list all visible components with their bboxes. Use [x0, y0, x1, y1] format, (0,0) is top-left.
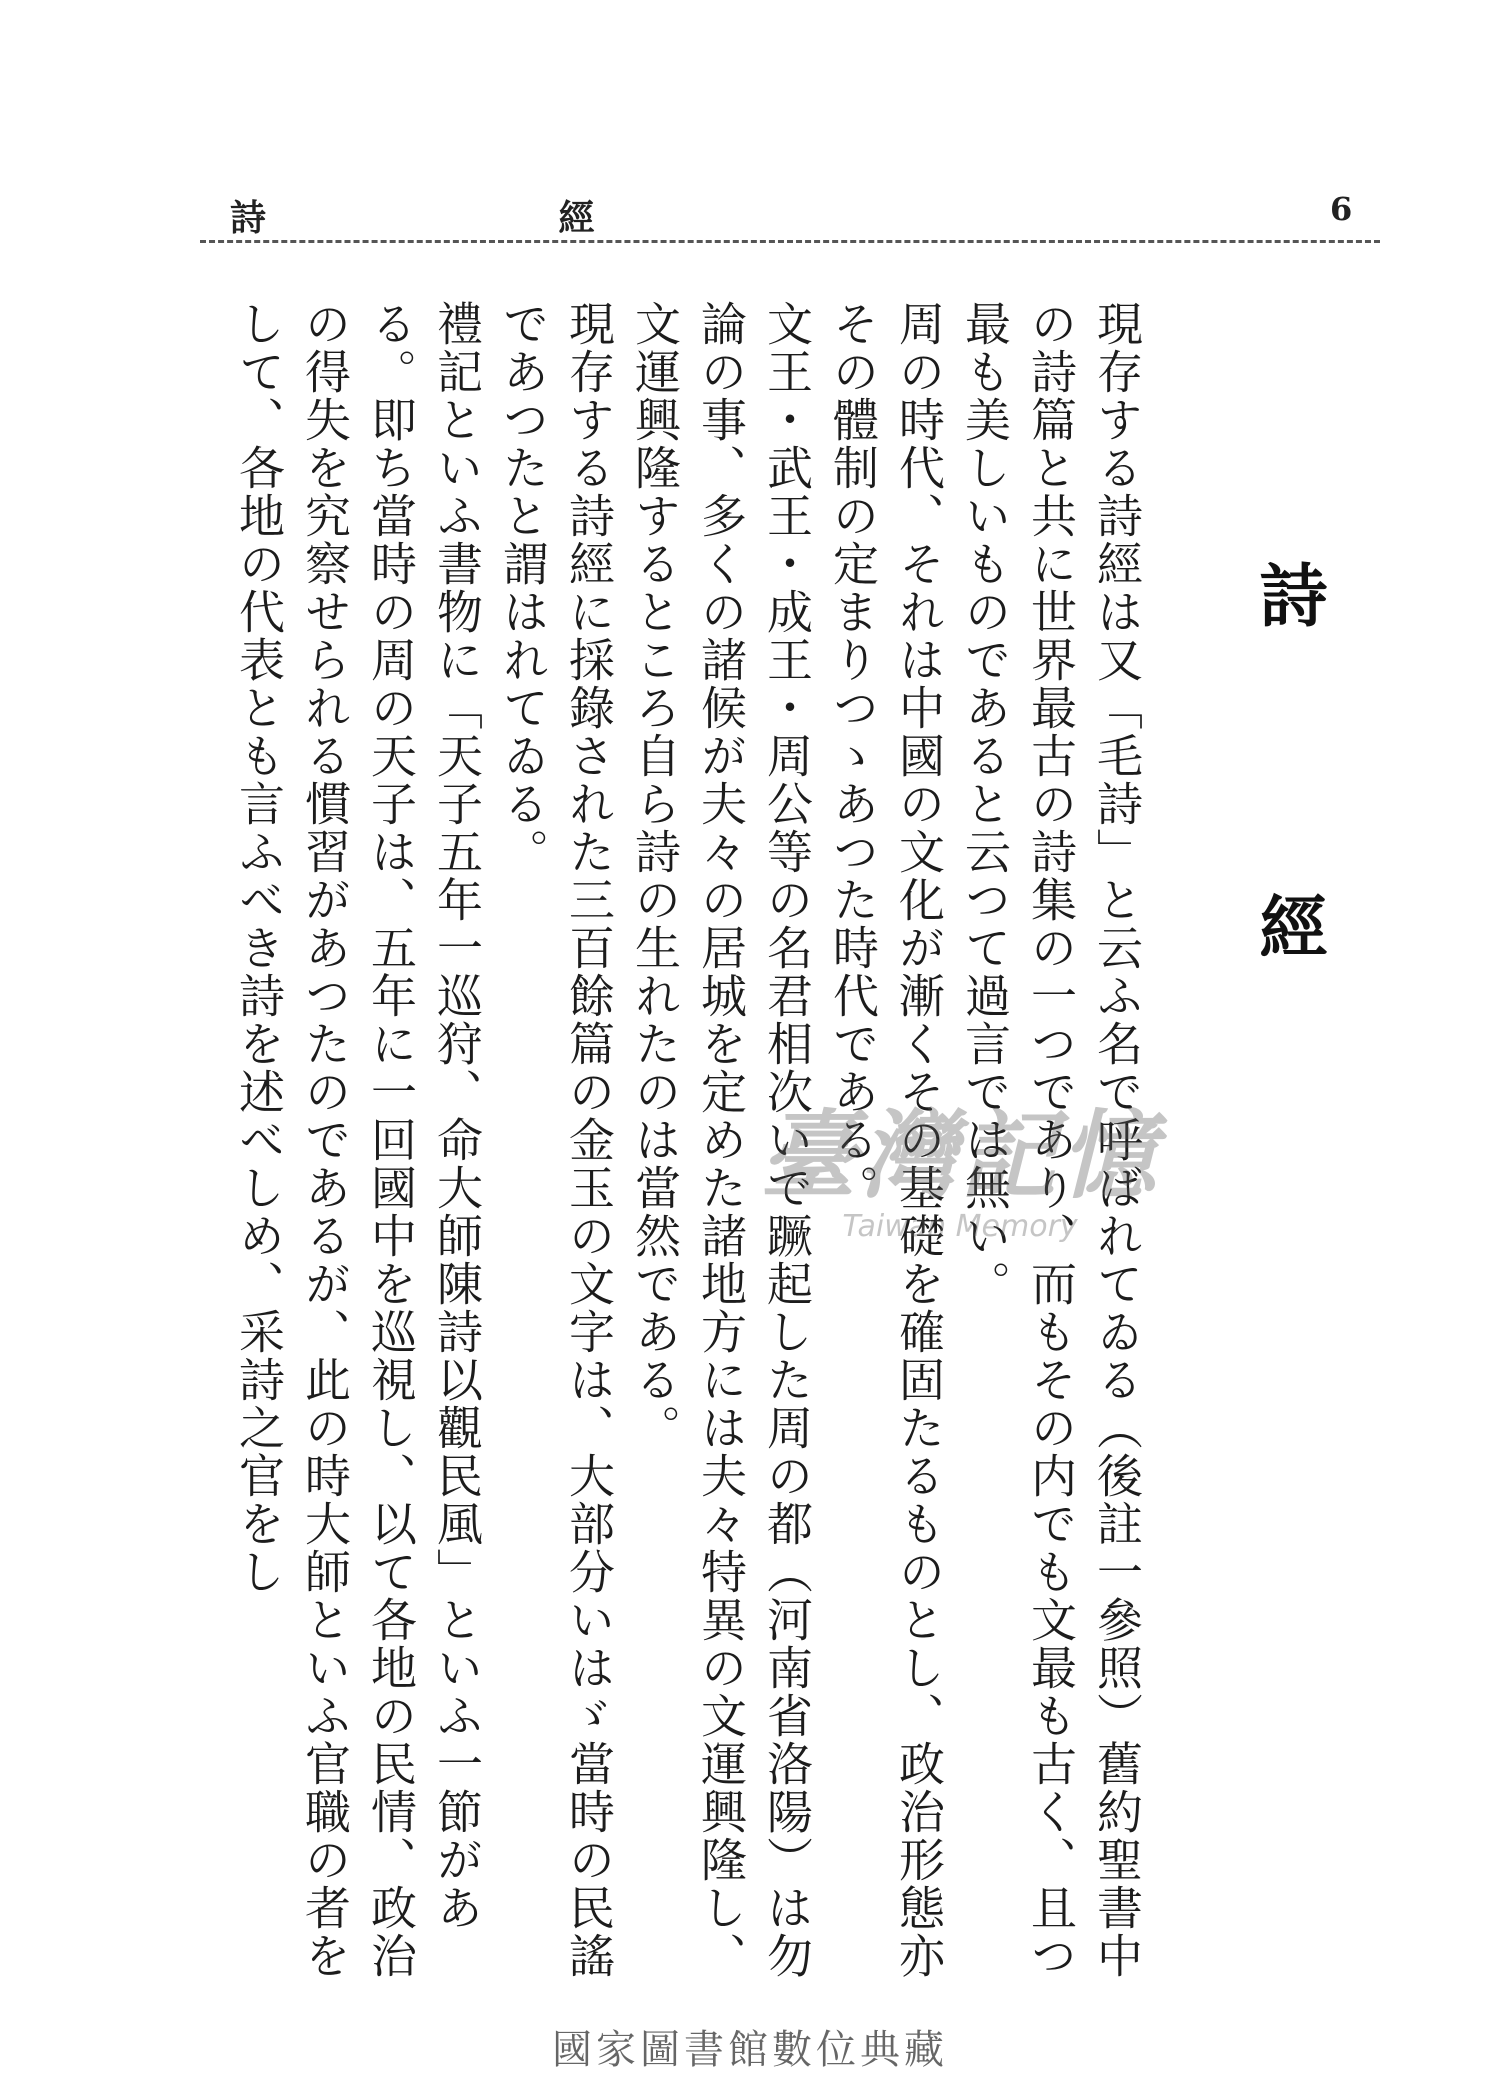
- paragraph-3: 文王・武王・成王・周公等の名君相次いで蹶起した周の都（河南省洛陽）は勿論の事、多くの諸候が夫々の居城を定めた諸地方には夫々特異の文運興隆し、文運興隆するところ自ら詩の生れたのは當然である。: [628, 300, 814, 1980]
- watermark-logo: [760, 1080, 1160, 1244]
- watermark-english: Taiwan Memory: [842, 1209, 1078, 1244]
- page-number: 6: [1330, 190, 1353, 228]
- running-header: 詩 經: [230, 197, 735, 239]
- watermark-chinese: 臺灣記憶: [760, 1099, 1160, 1212]
- paragraph-1: 現存する詩經は又「毛詩」と云ふ名で呼ばれてゐる（後註一參照）舊約聖書中の詩篇と共に世界最古の詩集の一つであり、而もその内でも文最も古く、且つ最も美しいものであると云つて過言では無い。: [958, 300, 1144, 1980]
- paragraph-4: 現存する詩經に採錄された三百餘篇の金玉の文字は、大部分いはゞ當時の民謠であつたと謂はれてゐる。: [496, 300, 616, 1980]
- section-title: 詩 經: [1248, 560, 1328, 1080]
- paragraph-5: 禮記といふ書物に「天子五年一巡狩、命大師陳詩以觀民風」といふ一節がある。即ち當時の周の天子は、五年に一回國中を巡視し、以て各地の民情、政治の得失を究察せられる慣習があつたのであるが、此の時大師といふ官職の者をして、各地の代表とも言ふべき詩を述べしめ、采詩之官をし: [232, 300, 484, 1980]
- header-divider: [200, 240, 1380, 243]
- footer-caption: 國家圖書館數位典藏: [552, 2027, 948, 2073]
- paragraph-2: 周の時代、それは中國の文化が漸くその基礎を確固たるものとし、政治形態亦その體制の定まりつゝあつた時代である。: [826, 300, 946, 1980]
